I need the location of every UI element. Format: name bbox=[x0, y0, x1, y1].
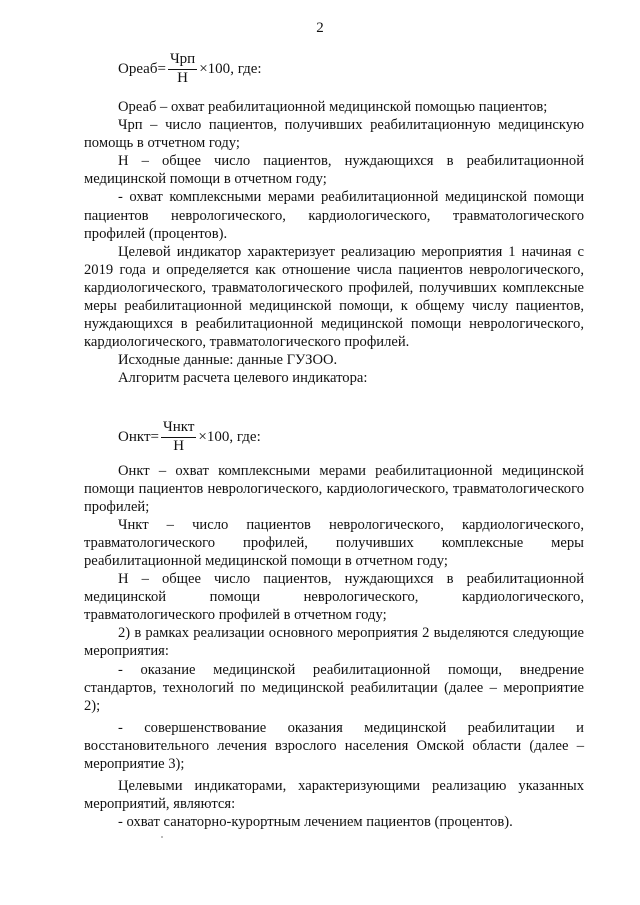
paragraph: Алгоритм расчета целевого индикатора: bbox=[118, 370, 368, 387]
paragraph: Ореаб – охват реабилитационной медицинской помощью пациентов; bbox=[118, 99, 548, 115]
paragraph: Чнкт – число пациентов неврологического, кардиологического, травматологического профилей, получивших комплексные меры реабилитационной медицинской помощи в отчетном году; bbox=[84, 516, 584, 569]
paragraph: - совершенствование оказания медицинской реабилитации и восстановительного лечения взрослого населения Омской области (далее – мероприятие 3); bbox=[84, 719, 584, 772]
document-body bbox=[84, 98, 584, 831]
formula-lhs: Онкт bbox=[118, 428, 151, 445]
fraction-denominator: Н bbox=[173, 437, 185, 454]
paragraph: Целевыми индикаторами, характеризующими реализацию указанных мероприятий, являются: bbox=[84, 778, 584, 813]
paragraph: - оказание медицинской реабилитационной помощи, внедрение стандартов, технологий по медицинской реабилитации (далее – мероприятие 2); bbox=[84, 661, 584, 714]
formula-eq: = bbox=[157, 60, 166, 77]
formula-multiplier: ×100 bbox=[199, 60, 231, 77]
formula-spacer bbox=[84, 388, 584, 462]
paragraph: Н – общее число пациентов, нуждающихся в реабилитационной медицинской помощи в отчетном году; bbox=[84, 153, 584, 188]
paragraph: Исходные данные: данные ГУЗОО. bbox=[118, 352, 338, 369]
formula-eq: = bbox=[150, 428, 159, 445]
formula-multiplier: ×100 bbox=[198, 428, 230, 445]
paragraph: Онкт – охват комплексными мерами реабилитационной медицинской помощи пациентов неврологического, кардиологического, травматологического профилей; bbox=[84, 462, 584, 515]
page-number: 2 bbox=[316, 20, 324, 36]
formula-lhs: Ореаб bbox=[118, 60, 158, 77]
scan-speck bbox=[161, 836, 163, 838]
fraction-denominator: Н bbox=[177, 69, 188, 86]
paragraph: - охват комплексными мерами реабилитационной медицинской помощи пациентов неврологического, кардиологического, травматологического профилей (процентов). bbox=[84, 189, 584, 242]
paragraph: Н – общее число пациентов, нуждающихся в реабилитационной медицинской помощи неврологического, кардиологического, травматологического профилей в отчетном году; bbox=[84, 571, 584, 624]
paragraph: Чрп – число пациентов, получивших реабилитационную медицинскую помощь в отчетном году; bbox=[84, 117, 584, 152]
paragraph: 2) в рамках реализации основного мероприятия 2 выделяются следующие мероприятия: bbox=[84, 625, 584, 660]
fraction-numerator: Чрп bbox=[168, 52, 197, 70]
formula-suffix: , где: bbox=[230, 60, 262, 77]
paragraph: - охват санаторно-курортным лечением пациентов (процентов). bbox=[118, 814, 513, 831]
fraction-numerator: Чнкт bbox=[161, 420, 196, 438]
paragraph: Целевой индикатор характеризует реализацию мероприятия 1 начиная с 2019 года и определяется как отношение числа пациентов неврологического, кардиологического, травматологического профилей, получивших комплексные меры реабилитационной медицинской помощи, к общему числу пациентов, нуждающихся в реабилитационной медицинской помощи неврологического, кардиологического, травматологического профилей. bbox=[84, 243, 584, 351]
formula-suffix: , где: bbox=[229, 428, 261, 445]
formula-fraction bbox=[168, 52, 197, 87]
formula-oreab bbox=[118, 52, 262, 87]
